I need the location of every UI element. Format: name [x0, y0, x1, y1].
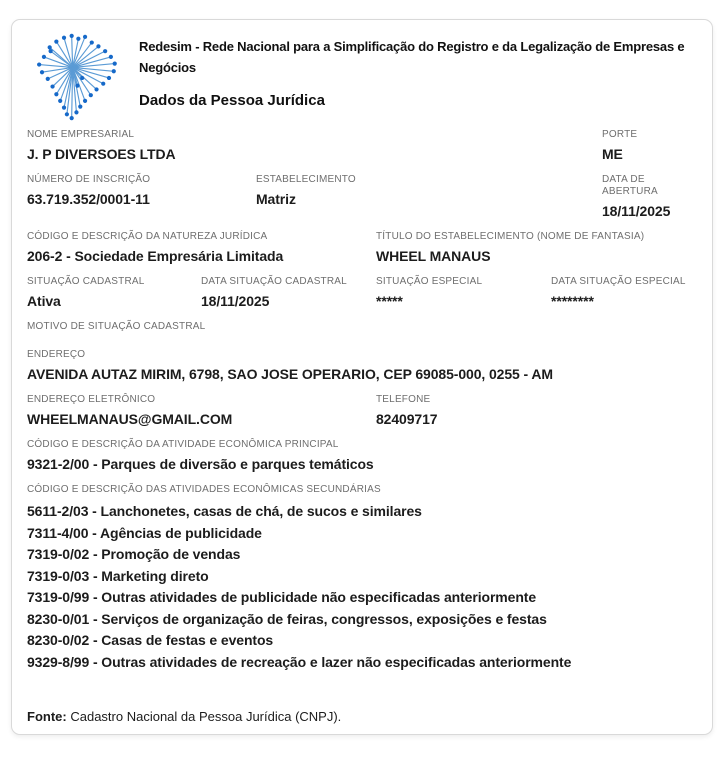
- header-text: [139, 33, 697, 121]
- field-value: 18/11/2025: [602, 203, 671, 219]
- field-value: 82409717: [376, 411, 438, 427]
- field-endereco: [27, 349, 697, 383]
- field-atividades-secundarias: [27, 484, 697, 673]
- field-data-abertura: [602, 174, 697, 220]
- field-value: Ativa: [27, 293, 61, 309]
- field-motivo-situacao-cadastral: [27, 321, 697, 338]
- field-value: AVENIDA AUTAZ MIRIM, 6798, SAO JOSE OPERARIO, CEP 69085-000, 0255 - AM: [27, 366, 553, 382]
- field-value: Matriz: [256, 191, 296, 207]
- field-label: ESTABELECIMENTO: [256, 174, 356, 185]
- field-value: 63.719.352/0001-11: [27, 191, 150, 207]
- field-label: DATA SITUAÇÃO ESPECIAL: [551, 276, 686, 287]
- field-nome-empresarial: [27, 129, 602, 163]
- field-label: ENDEREÇO ELETRÔNICO: [27, 394, 156, 405]
- field-data-situacao-especial: [551, 276, 697, 310]
- field-value: J. P DIVERSOES LTDA: [27, 146, 176, 162]
- field-telefone: [376, 394, 697, 428]
- field-row: [27, 276, 697, 310]
- activity-item: 5611-2/03 - Lanchonetes, casas de chá, de sucos e similares: [27, 503, 422, 519]
- field-row: [27, 394, 697, 428]
- field-label: DATA DE ABERTURA: [602, 174, 658, 197]
- activity-item: 9329-8/99 - Outras atividades de recreação e lazer não especificadas anteriormente: [27, 653, 572, 670]
- field-label: CÓDIGO E DESCRIÇÃO DA ATIVIDADE ECONÔMICA PRINCIPAL: [27, 439, 339, 450]
- field-row: [27, 129, 697, 163]
- field-situacao-cadastral: [27, 276, 201, 310]
- field-titulo-estabelecimento: [376, 231, 697, 265]
- field-atividade-principal: [27, 439, 697, 473]
- field-label: CÓDIGO E DESCRIÇÃO DAS ATIVIDADES ECONÔMICAS SECUNDÁRIAS: [27, 484, 381, 495]
- field-data-situacao-cadastral: [201, 276, 376, 310]
- activity-item: 8230-0/01 - Serviços de organização de feiras, congressos, exposições e festas: [27, 610, 547, 627]
- field-row: [27, 439, 697, 473]
- redesim-logo-icon: [27, 33, 124, 121]
- field-value: ME: [602, 146, 623, 162]
- activity-item: 7319-0/02 - Promoção de vendas: [27, 546, 241, 562]
- field-label: NOME EMPRESARIAL: [27, 129, 135, 140]
- field-label: ENDEREÇO: [27, 349, 86, 360]
- field-situacao-especial: [376, 276, 551, 310]
- activity-item: 7311-4/00 - Agências de publicidade: [27, 524, 262, 541]
- field-row: [27, 349, 697, 383]
- field-value: *****: [376, 293, 403, 309]
- source-label: Fonte:: [27, 709, 67, 724]
- field-value: WHEEL MANAUS: [376, 248, 491, 264]
- activity-item: 8230-0/02 - Casas de festas e eventos: [27, 632, 274, 648]
- field-row: [27, 484, 697, 673]
- source-note: [27, 709, 697, 725]
- activity-item: 7319-0/99 - Outras atividades de publicidade não especificadas anteriormente: [27, 589, 537, 605]
- field-label: TÍTULO DO ESTABELECIMENTO (NOME DE FANTASIA): [376, 231, 645, 242]
- field-value: ********: [551, 293, 594, 309]
- activity-item: 7319-0/03 - Marketing direto: [27, 567, 209, 584]
- field-estabelecimento: [256, 174, 602, 220]
- field-label: SITUAÇÃO ESPECIAL: [376, 276, 483, 287]
- pessoa-juridica-card: [11, 19, 713, 735]
- field-label: CÓDIGO E DESCRIÇÃO DA NATUREZA JURÍDICA: [27, 231, 268, 242]
- field-value: WHEELMANAUS@GMAIL.COM: [27, 411, 233, 427]
- field-value: 206-2 - Sociedade Empresária Limitada: [27, 248, 284, 264]
- field-row: [27, 321, 697, 338]
- field-porte: [602, 129, 697, 163]
- field-natureza-juridica: [27, 231, 376, 265]
- field-value: 9321-2/00 - Parques de diversão e parques temáticos: [27, 456, 374, 472]
- page-subtitle: Dados da Pessoa Jurídica: [139, 92, 325, 109]
- field-endereco-eletronico: [27, 394, 376, 428]
- field-numero-inscricao: [27, 174, 256, 220]
- field-label: TELEFONE: [376, 394, 431, 405]
- field-label: NÚMERO DE INSCRIÇÃO: [27, 174, 151, 185]
- source-text: Cadastro Nacional da Pessoa Jurídica (CNPJ).: [70, 709, 342, 724]
- field-row: [27, 174, 697, 220]
- card-header: [27, 33, 697, 121]
- field-value: 18/11/2025: [201, 293, 270, 309]
- field-row: [27, 231, 697, 265]
- field-label: DATA SITUAÇÃO CADASTRAL: [201, 276, 347, 287]
- field-label: MOTIVO DE SITUAÇÃO CADASTRAL: [27, 321, 206, 332]
- secondary-activities-list: [27, 501, 697, 673]
- page-title: Redesim - Rede Nacional para a Simplificação do Registro e da Legalização de Empresas e Negócios: [139, 39, 685, 75]
- field-label: SITUAÇÃO CADASTRAL: [27, 276, 145, 287]
- field-label: PORTE: [602, 129, 638, 140]
